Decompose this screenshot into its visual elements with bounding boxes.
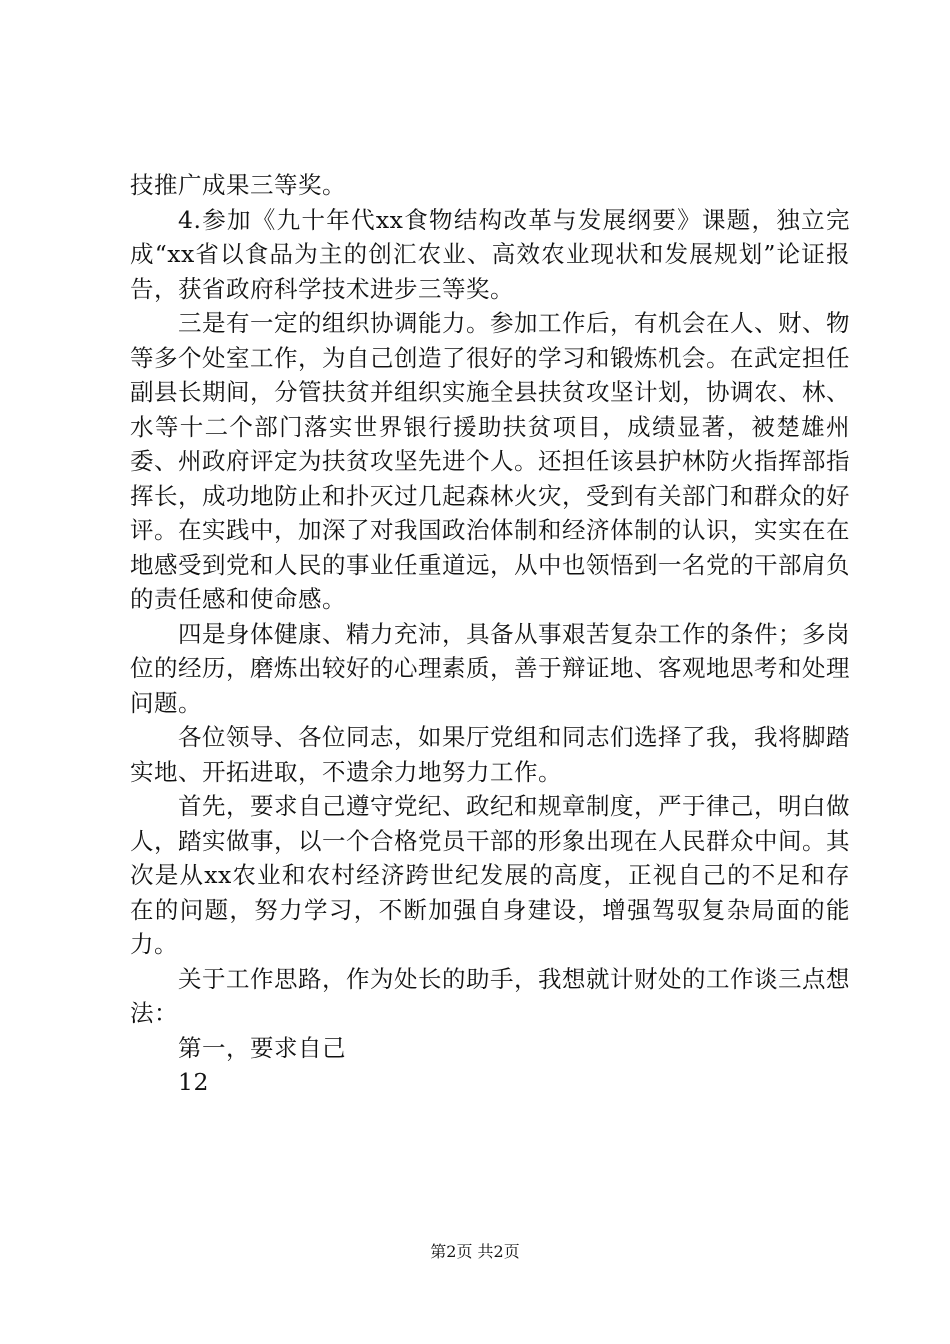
paragraph-4: 四是身体健康、精力充沛，具备从事艰苦复杂工作的条件；多岗位的经历，磨炼出较好的心理素质，善于辩证地、客观地思考和处理问题。 <box>130 619 850 717</box>
page-footer: 第2页 共2页 <box>430 1242 520 1261</box>
paragraph-5: 各位领导、各位同志，如果厅党组和同志们选择了我，我将脚踏实地、开拓进取，不遗余力地努力工作。 <box>130 723 850 786</box>
paragraph-8: 第一，要求自己 <box>178 1033 346 1062</box>
document-body <box>130 168 850 1100</box>
paragraph-9: 12 <box>178 1068 209 1096</box>
paragraph-7: 关于工作思路，作为处长的助手，我想就计财处的工作谈三点想法： <box>130 964 850 1027</box>
paragraph-2: 4.参加《九十年代xx食物结构改革与发展纲要》课题，独立完成“xx省以食品为主的创汇农业、高效农业现状和发展规划”论证报告，获省政府科学技术进步三等奖。 <box>130 205 850 303</box>
paragraph-3: 三是有一定的组织协调能力。参加工作后，有机会在人、财、物等多个处室工作，为自己创造了很好的学习和锻炼机会。在武定担任副县长期间，分管扶贫并组织实施全县扶贫攻坚计划，协调农、林、水等十二个部门落实世界银行援助扶贫项目，成绩显著，被楚雄州委、州政府评定为扶贫攻坚先进个人。还担任该县护林防火指挥部指挥长，成功地防止和扑灭过几起森林火灾，受到有关部门和群众的好评。在实践中，加深了对我国政治体制和经济体制的认识，实实在在地感受到党和人民的事业任重道远，从中也领悟到一名党的干部肩负的责任感和使命感。 <box>130 309 850 613</box>
paragraph-1: 技推广成果三等奖。 <box>130 171 346 199</box>
paragraph-6: 首先，要求自己遵守党纪、政纪和规章制度，严于律己，明白做人，踏实做事，以一个合格党员干部的形象出现在人民群众中间。其次是从xx农业和农村经济跨世纪发展的高度，正视自己的不足和存在的问题，努力学习，不断加强自身建设，增强驾驭复杂局面的能力。 <box>130 792 850 958</box>
